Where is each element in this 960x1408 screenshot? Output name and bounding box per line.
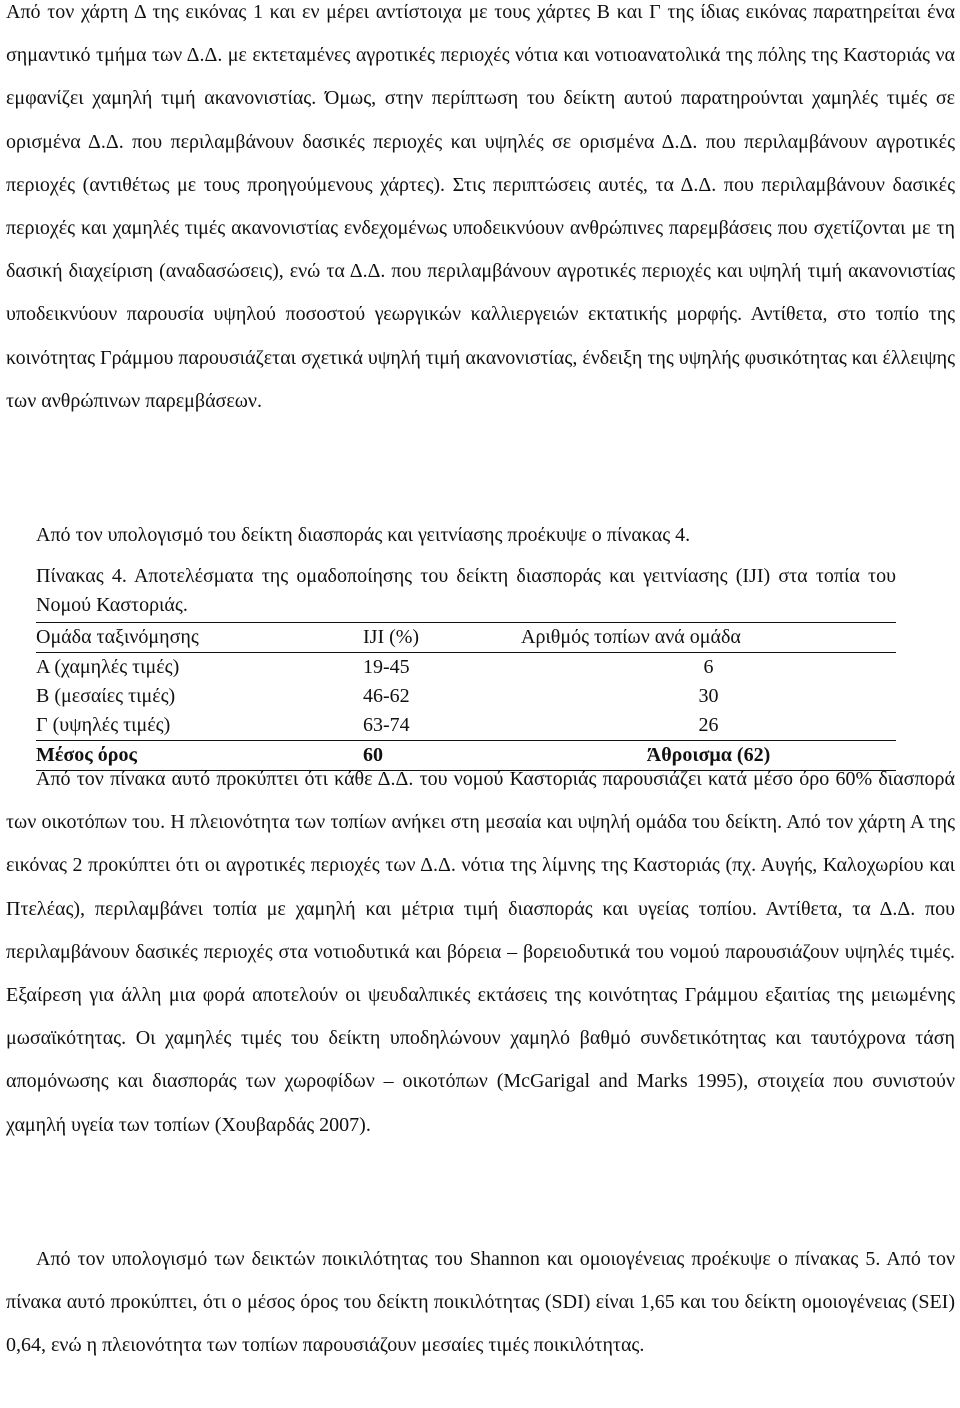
table-cell-iji: 19-45 — [363, 656, 410, 678]
table-header-row — [36, 623, 896, 653]
table-row — [36, 682, 896, 711]
table-cell-count: 26 — [698, 714, 719, 736]
table-cell-count: 6 — [703, 656, 714, 678]
table-caption: Πίνακας 4. Αποτελέσματα της ομαδοποίησης του δείκτη διασποράς και γειτνίασης (IJI) στα τοπία του Νομού Καστοριάς. — [36, 565, 896, 616]
table-row — [36, 653, 896, 683]
table-cell-iji: 63-74 — [363, 714, 410, 736]
table-summary-total: Άθροισμα (62) — [521, 741, 896, 771]
table-header-group: Ομάδα ταξινόμησης — [36, 623, 363, 653]
paragraph-irregularity: Από τον χάρτη Δ της εικόνας 1 και εν μέρει αντίστοιχα με τους χάρτες Β και Γ της ίδιας εικόνας παρατηρείται ένα σημαντικό τμήμα των Δ.Δ. με εκτεταμένες αγροτικές περιοχές νότια και νοτιοανατολικά της πόλης της Καστοριάς να εμφανίζει χαμηλή τιμή ακανονιστίας. Όμως, στην περίπτωση του δείκτη αυτού παρατηρούνται χαμηλές τιμές σε ορισμένα Δ.Δ. που περιλαμβάνουν δασικές περιοχές και υψηλές σε ορισμένα Δ.Δ. που περιλαμβάνουν αγροτικές περιοχές (αντιθέτως με τους προηγούμενους χάρτες). Στις περιπτώσεις αυτές, τα Δ.Δ. που περιλαμβάνουν δασικές περιοχές και χαμηλές τιμές ακανονιστίας ενδεχομένως υποδεικνύουν ανθρώπινες παρεμβάσεις που σχετίζονται με τη δασική διαχείριση (αναδασώσεις), ενώ τα Δ.Δ. που περιλαμβάνουν αγροτικές περιοχές και υψηλή τιμή ακανονιστίας υποδεικνύουν παρουσία υψηλού ποσοστού γεωργικών καλλιεργειών εκτατικής μορφής. Αντίθετα, στο τοπίο της κοινότητας Γράμμου παρουσιάζεται σχετικά υψηλή τιμή ακανονιστίας, ένδειξη της υψηλής φυσικότητας και έλλειψης των ανθρώπινων παρεμβάσεων. — [6, 1, 955, 412]
iji-table — [36, 622, 896, 771]
table-cell-group: Γ (υψηλές τιμές) — [36, 714, 171, 736]
table-cell-count: 30 — [698, 685, 719, 707]
table-header-iji: IJI (%) — [363, 623, 521, 653]
paragraph-table4-analysis: Από τον πίνακα αυτό προκύπτει ότι κάθε Δ.Δ. του νομού Καστοριάς παρουσιάζει κατά μέσο όρο 60% διασπορά των οικοτόπων του. Η πλειονότητα των τοπίων ανήκει στη μεσαία και υψηλή ομάδα του δείκτη. Από τον χάρτη Α της εικόνας 2 προκύπτει ότι οι αγροτικές περιοχές των Δ.Δ. νότια της λίμνης της Καστοριάς (πχ. Αυγής, Καλοχωρίου και Πτελέας), περιλαμβάνει τοπία με χαμηλή και μέτρια τιμή διασποράς και υγείας τοπίου. Αντίθετα, τα Δ.Δ. που περιλαμβάνουν δασικές περιοχές στα νοτιοδυτικά και βόρεια – βορειοδυτικά του νομού παρουσιάζουν υψηλές τιμές. Εξαίρεση για άλλη μια φορά αποτελούν οι ψευδαλπικές εκτάσεις της κοινότητας Γράμμου εξαιτίας της μειωμένης μωσαϊκότητας. Οι χαμηλές τιμές του δείκτη υποδηλώνουν χαμηλό βαθμό συνδετικότητας και ταυτόχρονα τάση απομόνωσης και διασποράς των χωροφίδων – οικοτόπων (McGarigal and Marks 1995), στοιχεία που συνιστούν χαμηλή υγεία των τοπίων (Χουβαρδάς 2007). — [6, 768, 955, 1136]
paragraph-table4-intro: Από τον υπολογισμό του δείκτη διασποράς και γειτνίασης προέκυψε ο πίνακας 4. — [36, 524, 691, 546]
table-cell-iji: 46-62 — [363, 685, 410, 707]
table-row — [36, 711, 896, 741]
table-summary-mean: 60 — [363, 741, 521, 771]
paragraph-shannon: Από τον υπολογισμό των δεικτών ποικιλότητας του Shannon και ομοιογένειας προέκυψε ο πίνακας 5. Από τον πίνακα αυτό προκύπτει, ότι ο μέσος όρος του δείκτη ποικιλότητας (SDI) είναι 1,65 και του δείκτη ομοιογένειας (SEI) 0,64, ενώ η πλειονότητα των τοπίων παρουσιάζουν μεσαίες τιμές ποικιλότητας. — [6, 1248, 955, 1357]
table-summary-label: Μέσος όρος — [36, 741, 363, 771]
table-cell-group: Α (χαμηλές τιμές) — [36, 656, 180, 678]
table-header-count: Αριθμός τοπίων ανά ομάδα — [521, 623, 896, 653]
table-cell-group: Β (μεσαίες τιμές) — [36, 685, 176, 707]
